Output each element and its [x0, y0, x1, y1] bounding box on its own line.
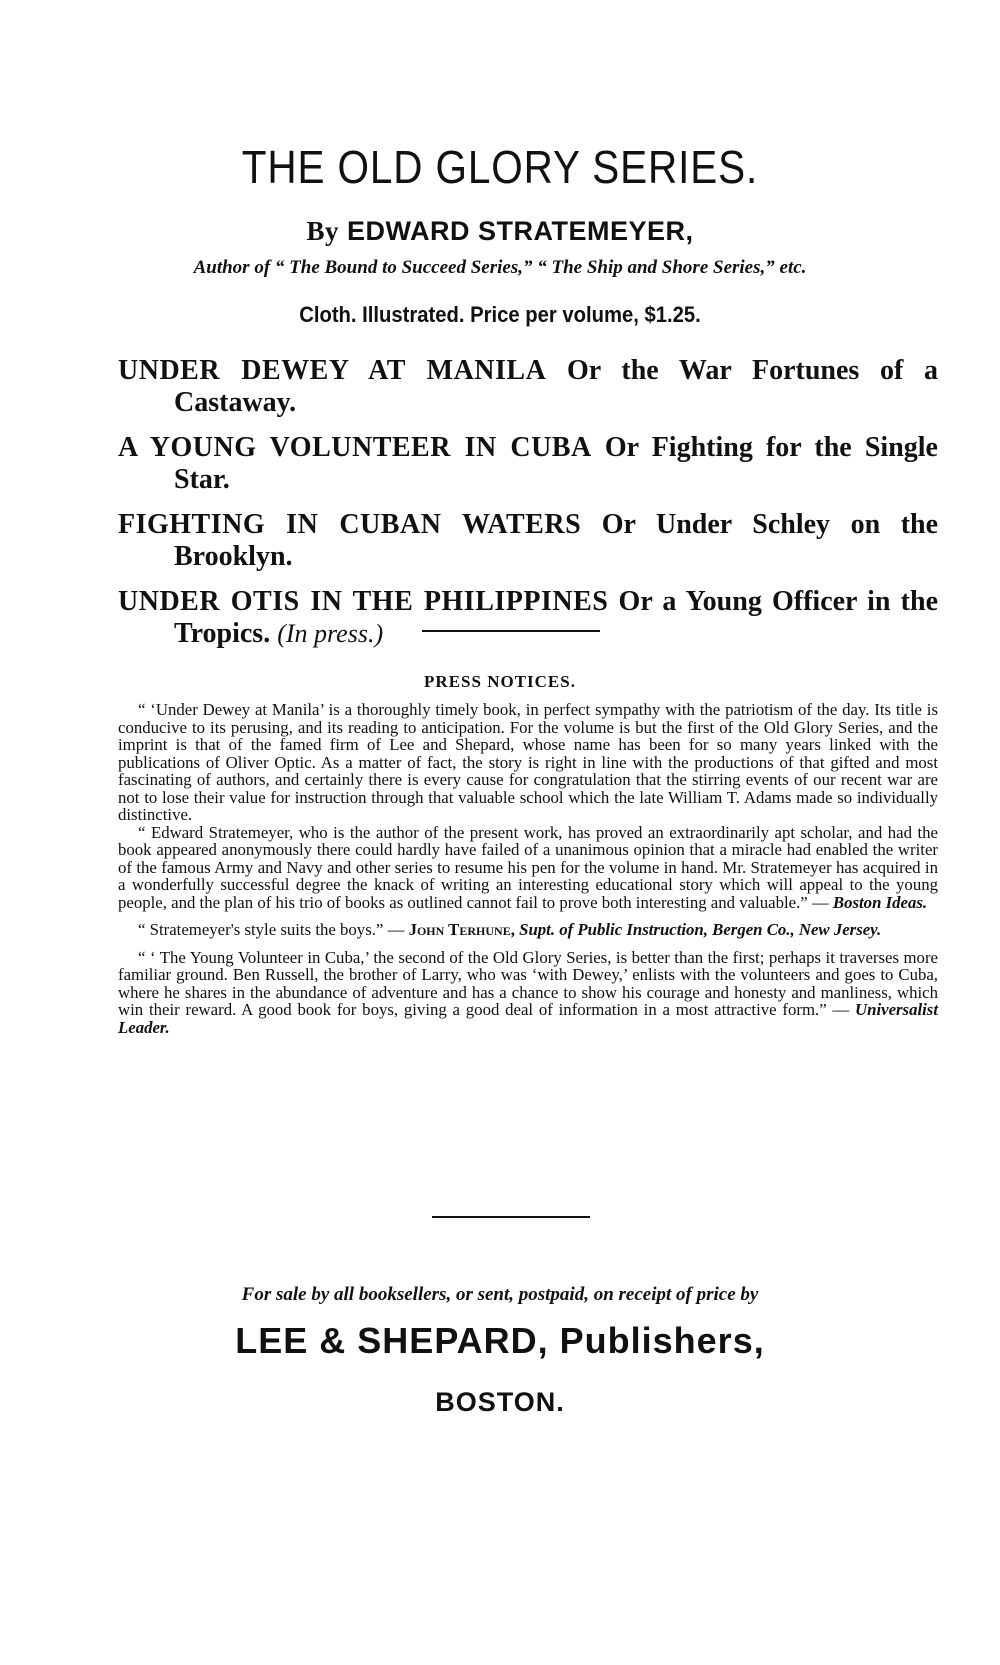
book-entry [118, 355, 938, 419]
notice-source: Universalist Leader. [118, 1000, 938, 1037]
for-sale-line: For sale by all booksellers, or sent, postpaid, on receipt of price by [241, 1284, 759, 1305]
notice-text: “ ‘Under Dewey at Manila’ is a thoroughly timely book, in perfect sympathy with the patriotism of the day. Its title is conducive to its perusing, and its reading to anticipation. For the volume is but the first of the Old Glory Series, and the imprint is that of the famed firm of Lee and Shepard, whose name has been for so many years linked with the publications of Oliver Optic. As a matter of fact, the story is right in line with the productions of that gifted and most fascinating of authors, and certainly there is every cause for congratulation that the stirring events of our recent war are not to lose their value for instruction through that valuable school which the late William T. Adams made so individually distinctive. [118, 700, 938, 824]
publisher-city: BOSTON. [435, 1387, 565, 1417]
book-title: A YOUNG VOLUNTEER IN CUBA [118, 432, 592, 463]
in-press-note: (In press.) [277, 619, 384, 648]
book-list [118, 355, 938, 663]
notice-author: John Terhune, [408, 920, 515, 939]
book-title: FIGHTING IN CUBAN WATERS [118, 509, 582, 540]
book-subtitle: Or Fighting for the Single Star. [174, 432, 938, 495]
book-entry [118, 432, 938, 496]
notice-text: “ Edward Stratemeyer, who is the author of the present work, has proved an extraordinarily apt scholar, and had the book appeared anonymously there could hardly have failed of a unanimous opinion that a miracle had enabled the writer of the famous Army and Navy and other series to resume his pen for the volume in hand. Mr. Stratemeyer has acquired in a wonderfully successful degree the knack of writing an interesting educational story which will appeal to the young people, and the plan of his trio of books as outlined cannot fail to prove both interesting and valuable.” — [118, 822, 938, 912]
book-entry [118, 509, 938, 573]
author-byline [0, 216, 1000, 247]
divider-rule [422, 630, 600, 632]
book-subtitle: Or the War Fortunes of a Castaway. [174, 355, 939, 418]
publisher-name: LEE & SHEPARD, Publishers, [235, 1320, 765, 1361]
author-other-works: Author of “ The Bound to Succeed Series,” “ The Ship and Shore Series,” etc. [193, 257, 807, 278]
book-subtitle: Or Under Schley on the Brooklyn. [174, 509, 939, 572]
notice-text: “ ‘ The Young Volunteer in Cuba,’ the second of the Old Glory Series, is better than the first; perhaps it traverses more familiar ground. Ben Russell, the brother of Larry, who was ‘with Dewey,’ enlists with the volunteers and goes to Cuba, where he shares in the abundance of adventure and has a chance to show his courage and honesty and manliness, which win their reward. A good book for boys, giving a good deal of information in a most attractive form.” — [118, 947, 938, 1019]
notice-text: “ Stratemeyer's style suits the boys.” — [138, 920, 405, 939]
press-notices-heading: PRESS NOTICES. [424, 672, 576, 691]
book-entry [118, 586, 938, 650]
notice-source: Supt. of Public Instruction, Bergen Co., New Jersey. [519, 920, 882, 939]
press-notices [118, 701, 938, 1036]
press-notice [118, 824, 938, 912]
press-notice [118, 701, 938, 824]
notice-source: Boston Ideas. [832, 892, 928, 912]
byline-prefix: By [306, 216, 339, 246]
series-title: THE OLD GLORY SERIES. [241, 141, 759, 193]
divider-rule [432, 1216, 590, 1218]
book-subtitle: Or a Young Officer in the Tropics. [174, 586, 939, 649]
book-title: UNDER DEWEY AT MANILA [118, 355, 547, 386]
press-notice [118, 949, 938, 1037]
price-line: Cloth. Illustrated. Price per volume, $1.25. [299, 302, 701, 327]
press-notice [118, 921, 938, 939]
author-name: EDWARD STRATEMEYER, [347, 216, 694, 246]
book-title: UNDER OTIS IN THE PHILIPPINES [118, 586, 609, 617]
